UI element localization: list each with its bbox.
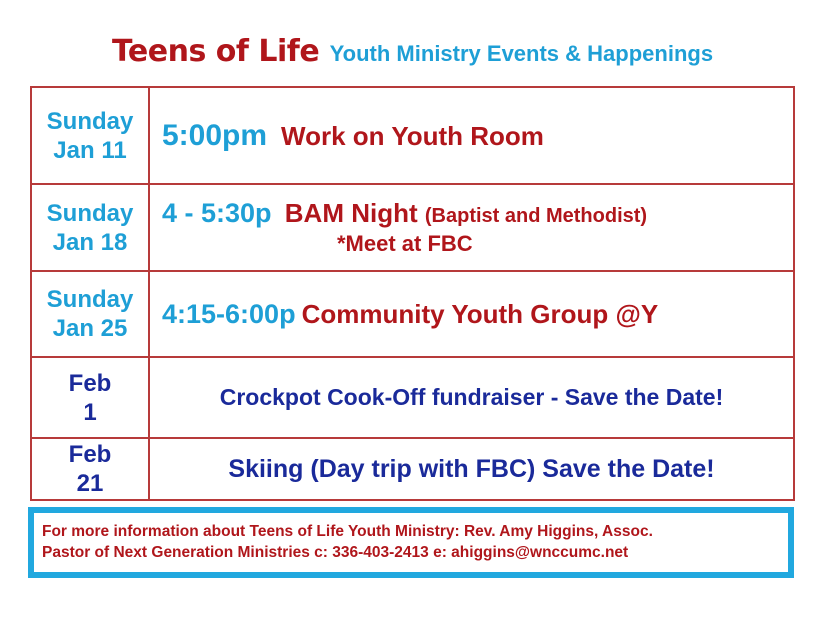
event-location: *Meet at FBC xyxy=(337,231,473,256)
event-title: Work on Youth Room xyxy=(281,120,544,151)
event-time: 4 - 5:30p xyxy=(162,198,272,228)
table-row xyxy=(31,357,794,438)
event-date-value: Jan 18 xyxy=(52,228,128,256)
event-time: 5:00pm xyxy=(162,118,268,152)
event-date-value: Jan 25 xyxy=(52,315,128,342)
page-header xyxy=(0,34,825,69)
event-title: Community Youth Group @Y xyxy=(301,298,659,329)
events-table xyxy=(30,86,795,501)
event-description: Crockpot Cook-Off fundraiser - Save the Date! xyxy=(149,357,794,438)
table-row xyxy=(31,87,794,184)
event-month: Feb xyxy=(68,441,112,468)
contact-info-box xyxy=(28,507,794,578)
table-row xyxy=(31,438,794,500)
contact-line-2: Pastor of Next Generation Ministries c: 336-403-2413 e: ahiggins@wnccumc.net xyxy=(42,544,629,561)
event-day: Sunday xyxy=(46,286,134,313)
event-day-number: 1 xyxy=(83,398,97,426)
table-row xyxy=(31,184,794,271)
contact-line-1: For more information about Teens of Life Youth Ministry: Rev. Amy Higgins, Assoc. xyxy=(42,523,653,540)
event-description xyxy=(149,184,794,271)
event-time: 4:15-6:00p xyxy=(162,298,296,329)
page-title: Teens of Life xyxy=(111,34,320,69)
table-row xyxy=(31,271,794,357)
event-day-number: 21 xyxy=(76,470,104,497)
event-note: (Baptist and Methodist) xyxy=(424,205,648,227)
event-day: Sunday xyxy=(46,107,134,135)
event-description xyxy=(149,87,794,184)
event-date xyxy=(31,87,149,184)
event-date-value: Jan 11 xyxy=(53,136,127,164)
event-description: Skiing (Day trip with FBC) Save the Date! xyxy=(149,438,794,500)
event-date xyxy=(31,271,149,357)
page-subtitle: Youth Ministry Events & Happenings xyxy=(329,41,714,66)
event-month: Feb xyxy=(68,369,112,397)
event-date xyxy=(31,357,149,438)
event-description xyxy=(149,271,794,357)
event-day: Sunday xyxy=(46,199,134,227)
event-date xyxy=(31,184,149,271)
event-date xyxy=(31,438,149,500)
event-title: BAM Night xyxy=(284,198,418,228)
